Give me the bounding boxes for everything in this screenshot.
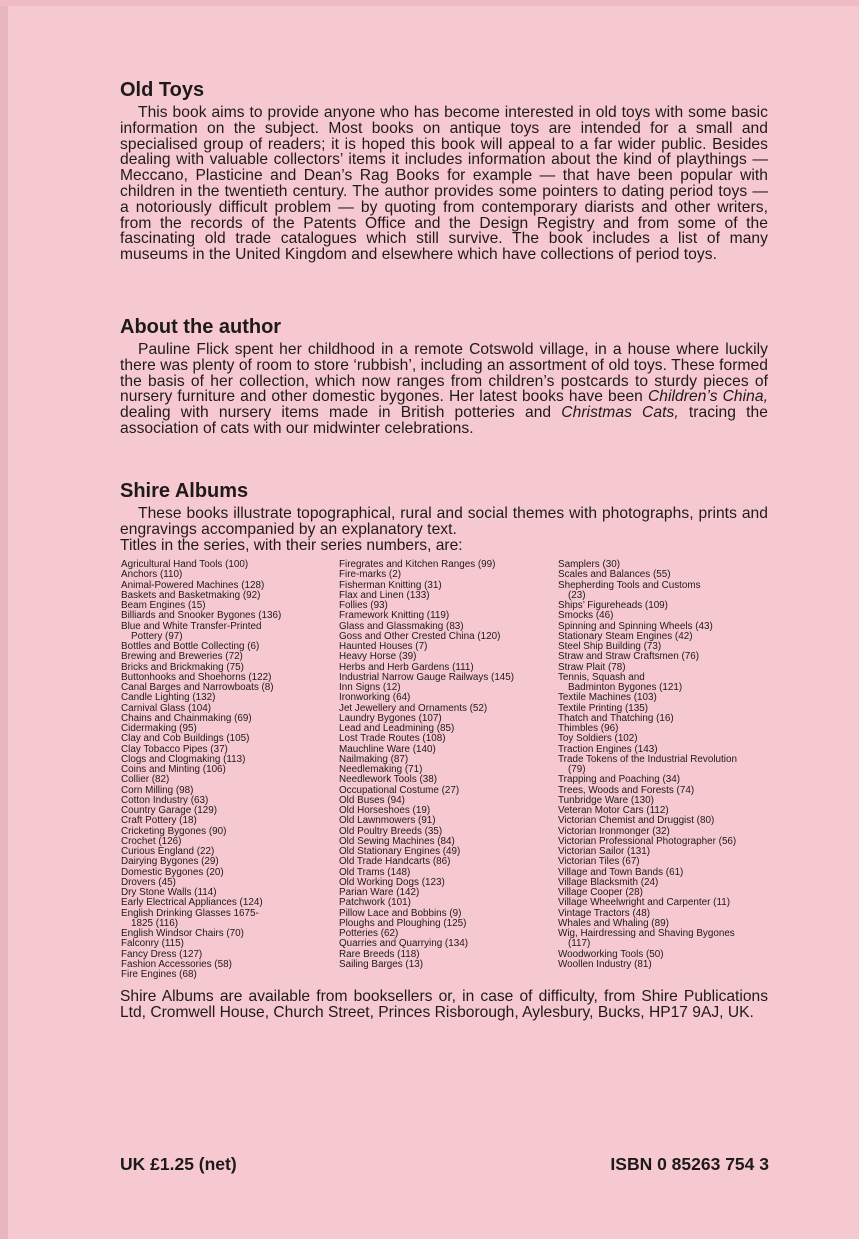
series-title-item: Occupational Costume (27) [339, 784, 460, 796]
series-title-item: Lost Trade Routes (108) [339, 733, 446, 745]
series-title-item: Drovers (45) [121, 876, 176, 888]
series-title-item: Inn Signs (12) [339, 682, 401, 693]
series-title-item: English Drinking Glasses 1675- [121, 907, 259, 919]
series-title-item: Jet Jewellery and Ornaments (52) [339, 702, 488, 714]
series-title-item: Cotton Industry (63) [121, 794, 209, 806]
series-title-item: Curious England (22) [121, 846, 215, 857]
availability-note: Shire Albums are available from booksellers or, in case of difficulty, from Shire Publications Ltd, Cromwell House, Church Street, Princes Risborough, Aylesbury, Bucks, HP17 9AJ, UK. [120, 988, 768, 1022]
series-title-item: Pillow Lace and Bobbins (9) [339, 907, 462, 919]
series-title-item: Brewing and Breweries (72) [121, 651, 243, 663]
series-title-item: Straw Plait (78) [558, 661, 626, 673]
series-title-item: Goss and Other Crested China (120) [339, 630, 501, 642]
series-title-item: (79) [568, 764, 586, 775]
series-title-item: Badminton Bygones (121) [568, 682, 683, 693]
series-title-item: Haunted Houses (7) [339, 641, 428, 652]
series-title-item: Fire Engines (68) [121, 969, 197, 980]
series-title-item: Textile Machines (103) [558, 692, 657, 704]
series-title-item: Glass and Glassmaking (83) [339, 620, 464, 632]
page-edge-top [0, 0, 859, 6]
series-title-item: Samplers (30) [558, 559, 621, 570]
series-titles-list [121, 560, 776, 990]
series-title-item: Old Buses (94) [339, 794, 405, 806]
series-title-item: Country Garage (129) [121, 805, 218, 816]
series-title-item: Corn Milling (98) [121, 784, 194, 796]
shire-albums-intro: These books illustrate topographical, rural and social themes with photographs, prints and engravings accompanied by an explanatory text. [120, 505, 768, 538]
series-title-item: Victorian Professional Photographer (56) [558, 835, 737, 847]
old-toys-heading: Old Toys [120, 79, 205, 101]
series-title-item: Whales and Whaling (89) [558, 917, 669, 929]
series-title-item: Village and Town Bands (61) [558, 866, 684, 878]
series-title-item: Baskets and Basketmaking (92) [121, 589, 261, 601]
series-title-item: Beam Engines (15) [121, 600, 206, 611]
series-title-item: Dry Stone Walls (114) [121, 887, 217, 898]
series-title-item: Old Lawnmowers (91) [339, 815, 436, 827]
series-title-item: Fancy Dress (127) [121, 948, 203, 960]
series-title-item: Blue and White Transfer-Printed [121, 620, 262, 632]
series-title-item: Trees, Woods and Forests (74) [558, 784, 695, 796]
series-title-item: Fire-marks (2) [339, 569, 401, 581]
series-title-item: Carnival Glass (104) [121, 702, 212, 714]
series-title-item: Scales and Balances (55) [558, 569, 671, 581]
series-title-item: Old Sewing Machines (84) [339, 835, 455, 847]
about-author-section [120, 316, 768, 437]
series-title-item: Laundry Bygones (107) [339, 712, 442, 724]
series-title-item: Lead and Leadmining (85) [339, 723, 455, 734]
series-title-item: Coins and Minting (106) [121, 764, 226, 775]
titles-column-1 [121, 560, 339, 990]
series-title-item: Patchwork (101) [339, 897, 411, 909]
series-title-item: Ironworking (64) [339, 692, 411, 704]
series-title-item: Victorian Ironmonger (32) [558, 825, 670, 837]
series-title-item: Sailing Barges (13) [339, 958, 423, 970]
series-title-item: Fashion Accessories (58) [121, 958, 232, 970]
series-title-item: Trapping and Poaching (34) [558, 774, 681, 786]
series-title-item: Agricultural Hand Tools (100) [121, 559, 249, 570]
series-title-item: Old Working Dogs (123) [339, 876, 445, 888]
series-title-item: Victorian Tiles (67) [558, 856, 640, 868]
series-title-item: Old Horseshoes (19) [339, 805, 431, 816]
series-title-item: Tennis, Squash and [558, 671, 645, 683]
book-title-childrens-china: Children’s China, [647, 388, 768, 406]
series-title-item: Fisherman Knitting (31) [339, 579, 442, 591]
series-title-item: Candle Lighting (132) [121, 692, 216, 704]
series-title-item: Clay Tobacco Pipes (37) [121, 743, 228, 755]
series-title-item: Mauchline Ware (140) [339, 743, 436, 755]
series-title-item: Framework Knitting (119) [339, 610, 450, 622]
series-title-item: Parian Ware (142) [339, 887, 420, 898]
series-title-item: Traction Engines (143) [558, 743, 658, 755]
series-title-item: Steel Ship Building (73) [558, 641, 662, 652]
series-title-item: Veteran Motor Cars (112) [558, 805, 669, 816]
series-title-item: Ships’ Figureheads (109) [558, 600, 668, 611]
series-title-item: Early Electrical Appliances (124) [121, 897, 263, 909]
series-title-item: Thimbles (96) [558, 723, 619, 734]
series-title-item: Vintage Tractors (48) [558, 907, 651, 919]
series-title-item: Toy Soldiers (102) [558, 733, 638, 745]
series-title-item: Falconry (115) [121, 938, 184, 950]
shire-albums-heading: Shire Albums [120, 480, 249, 502]
series-title-item: Needlemaking (71) [339, 764, 423, 775]
old-toys-description: This book aims to provide anyone who has become interested in old toys with some basic information on the subject. Most books on antique toys are intended for a small and specialised group of readers; it is hoped this book will appeal to a far wider public. Besides dealing with valuable collectors’ items it includes information about the kind of playthings — Meccano, Plasticine and Dean’s Rag Books for example — that have been popular with children in the twentieth century. The author provides some pointers to dating period toys — a notoriously difficult problem — by quoting from contemporary diarists and other writers, from the records of the Patents Office and the Design Registry and from some of the fascinating old trade catalogues which still survive. The book includes a list of many museums in the United Kingdom and elsewhere which have collections of period toys. [120, 104, 768, 264]
series-title-item: Canal Barges and Narrowboats (8) [121, 682, 274, 693]
about-author-text [120, 342, 768, 437]
series-title-item: Village Wheelwright and Carpenter (11) [558, 897, 730, 909]
series-title-item: Cricketing Bygones (90) [121, 825, 227, 837]
series-title-item: Firegrates and Kitchen Ranges (99) [339, 559, 496, 570]
series-title-item: Follies (93) [339, 600, 388, 611]
series-title-item: Anchors (110) [121, 569, 183, 581]
series-title-item: Rare Breeds (118) [339, 948, 420, 960]
titles-column-2 [339, 560, 558, 990]
isbn-label: ISBN 0 85263 754 3 [610, 1154, 769, 1174]
series-title-item: Textile Printing (135) [558, 702, 649, 714]
series-title-item: Chains and Chainmaking (69) [121, 712, 252, 724]
series-title-item: Thatch and Thatching (16) [558, 712, 674, 724]
series-title-item: Tunbridge Ware (130) [558, 794, 654, 806]
series-title-item: Domestic Bygones (20) [121, 866, 224, 878]
series-title-item: Animal-Powered Machines (128) [121, 579, 265, 591]
series-title-item: Woollen Industry (81) [558, 958, 652, 970]
series-title-item: Billiards and Snooker Bygones (136) [121, 610, 282, 622]
series-title-item: Craft Pottery (18) [121, 815, 197, 827]
page-edge-left [0, 0, 8, 1239]
series-title-item: Dairying Bygones (29) [121, 856, 219, 868]
series-title-item: Ploughs and Ploughing (125) [339, 917, 467, 929]
series-title-item: Bottles and Bottle Collecting (6) [121, 641, 260, 652]
titles-series-line: Titles in the series, with their series numbers, are: [120, 536, 463, 554]
series-title-item: Potteries (62) [339, 928, 399, 939]
series-title-item: Heavy Horse (39) [339, 651, 417, 663]
series-title-item: Bricks and Brickmaking (75) [121, 661, 244, 673]
series-title-item: Victorian Sailor (131) [558, 846, 651, 857]
series-title-item: Village Cooper (28) [558, 887, 643, 898]
series-title-item: Buttonhooks and Shoehorns (122) [121, 671, 272, 683]
series-title-item: 1825 (116) [131, 917, 179, 929]
series-title-item: Woodworking Tools (50) [558, 948, 664, 960]
series-title-item: (117) [568, 938, 591, 950]
series-title-item: Village Blacksmith (24) [558, 876, 659, 888]
series-title-item: Needlework Tools (38) [339, 774, 438, 786]
series-title-item: Smocks (46) [558, 610, 614, 622]
series-title-item: Quarries and Quarrying (134) [339, 938, 468, 950]
series-title-item: Stationary Steam Engines (42) [558, 630, 693, 642]
series-title-item: Clay and Cob Buildings (105) [121, 733, 250, 745]
series-title-item: (23) [568, 589, 586, 601]
series-title-item: Old Trade Handcarts (86) [339, 856, 451, 868]
series-title-item: Wig, Hairdressing and Shaving Bygones [558, 928, 735, 939]
series-title-item: Nailmaking (87) [339, 753, 409, 765]
series-title-item: Industrial Narrow Gauge Railways (145) [339, 671, 515, 683]
old-toys-section [120, 79, 768, 263]
about-author-heading: About the author [120, 316, 282, 338]
author-text-part-1: Pauline Flick spent her childhood in a remote Cotswold village, in a house where luckily there was plenty of room to store ‘rubbish’, including an assortment of old toys. These formed the basis of her collection, which now ranges from children’s postcards to sturdy pieces of nursery furniture and other domestic bygones. Her latest books have been [120, 341, 768, 406]
series-title-item: Cidermaking (95) [121, 723, 197, 734]
series-title-item: Old Stationary Engines (49) [339, 846, 461, 857]
series-title-item: Shepherding Tools and Customs [558, 579, 701, 591]
series-title-item: Trade Tokens of the Industrial Revolution [558, 753, 737, 765]
author-text-part-2: dealing with nursery items made in British potteries and [120, 404, 562, 422]
price-label: UK £1.25 (net) [120, 1154, 237, 1174]
series-title-item: Herbs and Herb Gardens (111) [339, 661, 474, 673]
series-title-item: Straw and Straw Craftsmen (76) [558, 651, 700, 663]
author-text-part-3: tracing the association of cats with our midwinter celebrations. [120, 404, 768, 437]
book-title-christmas-cats: Christmas Cats, [561, 404, 679, 422]
titles-column-3 [558, 560, 776, 990]
series-title-item: Victorian Chemist and Druggist (80) [558, 815, 715, 827]
series-title-item: Crochet (126) [121, 835, 182, 847]
series-title-item: Old Trams (148) [339, 866, 411, 878]
series-title-item: Collier (82) [121, 774, 170, 786]
series-title-item: Spinning and Spinning Wheels (43) [558, 620, 713, 632]
series-title-item: Pottery (97) [131, 630, 183, 642]
shire-albums-section [120, 480, 768, 553]
series-title-item: Old Poultry Breeds (35) [339, 825, 443, 837]
series-title-item: Flax and Linen (133) [339, 589, 430, 601]
series-title-item: English Windsor Chairs (70) [121, 928, 244, 939]
series-title-item: Clogs and Clogmaking (113) [121, 753, 246, 765]
